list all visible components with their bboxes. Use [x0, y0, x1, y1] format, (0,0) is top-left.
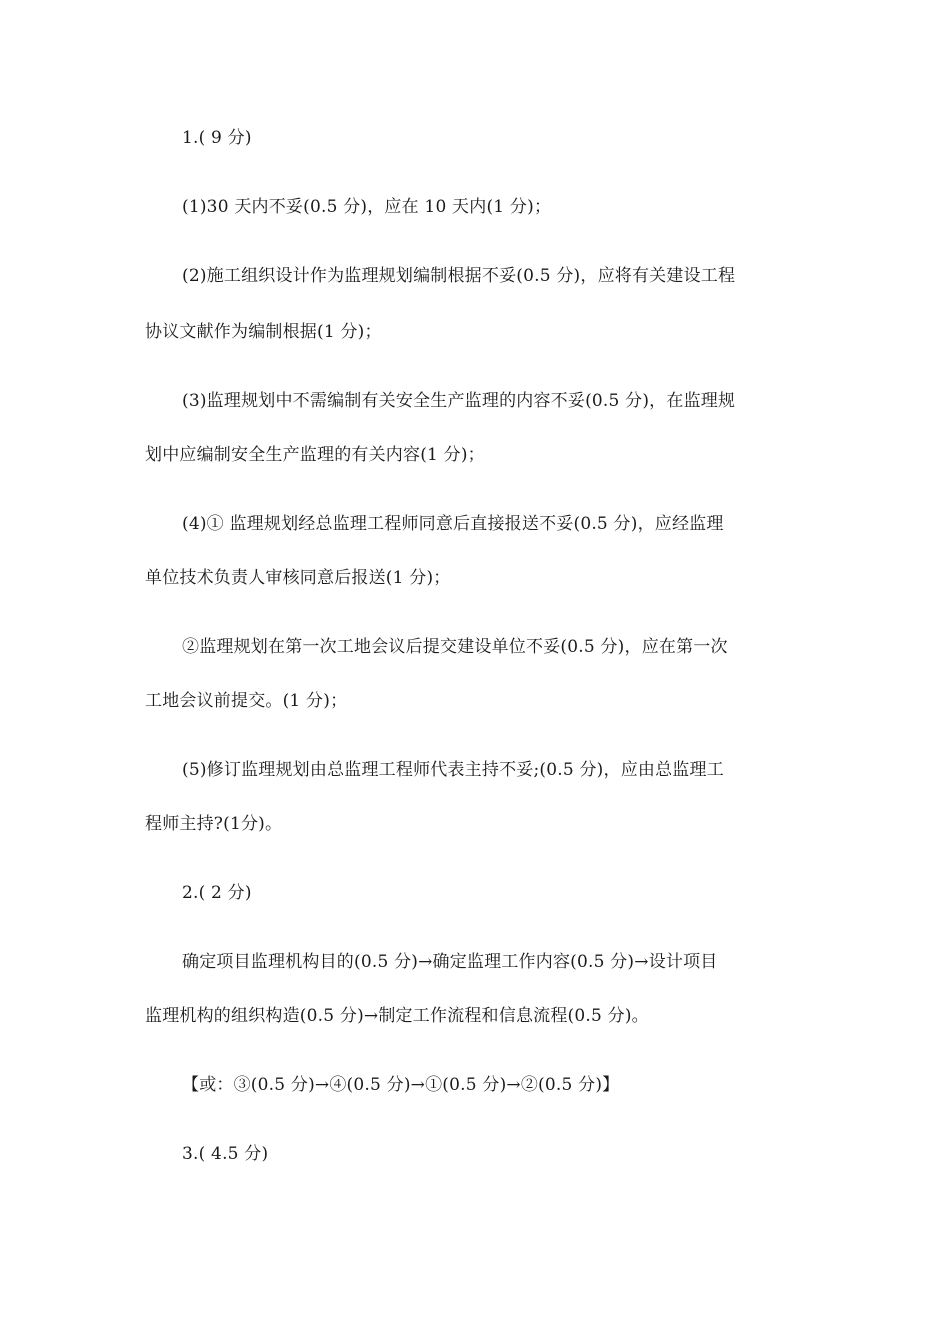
section-3-heading: 3.( 4.5 分): [182, 1144, 269, 1164]
item-4-line-1: (4)① 监理规划经总监理工程师同意后直接报送不妥(0.5 分)，应经监理: [182, 514, 724, 534]
section-2-alternative: 【或：③(0.5 分)→④(0.5 分)→①(0.5 分)→②(0.5 分)】: [182, 1075, 620, 1095]
item-4b-line-2: 工地会议前提交。(1 分)；: [145, 691, 348, 711]
item-3-line-2: 划中应编制安全生产监理的有关内容(1 分)；: [145, 445, 485, 465]
item-3-line-1: (3)监理规划中不需编制有关安全生产监理的内容不妥(0.5 分)，在监理规: [182, 391, 736, 411]
section-2-line-1: 确定项目监理机构目的(0.5 分)→确定监理工作内容(0.5 分)→设计项目: [182, 952, 718, 972]
item-2-line-1: (2)施工组织设计作为监理规划编制根据不妥(0.5 分)，应将有关建设工程: [182, 266, 736, 286]
section-2-heading: 2.( 2 分): [182, 883, 252, 903]
item-5-line-2: 程师主持?(1分)。: [145, 814, 283, 834]
item-5-line-1: (5)修订监理规划由总监理工程师代表主持不妥;(0.5 分)，应由总监理工: [182, 760, 724, 780]
item-4-line-2: 单位技术负责人审核同意后报送(1 分)；: [145, 568, 451, 588]
item-4b-line-1: ②监理规划在第一次工地会议后提交建设单位不妥(0.5 分)，应在第一次: [182, 637, 728, 657]
item-2-line-2: 协议文献作为编制根据(1 分)；: [145, 322, 382, 342]
item-1-line: (1)30 天内不妥(0.5 分)，应在 10 天内(1 分)；: [182, 197, 552, 217]
section-1-heading: 1.( 9 分): [182, 128, 252, 148]
section-2-line-2: 监理机构的组织构造(0.5 分)→制定工作流程和信息流程(0.5 分)。: [145, 1006, 649, 1026]
